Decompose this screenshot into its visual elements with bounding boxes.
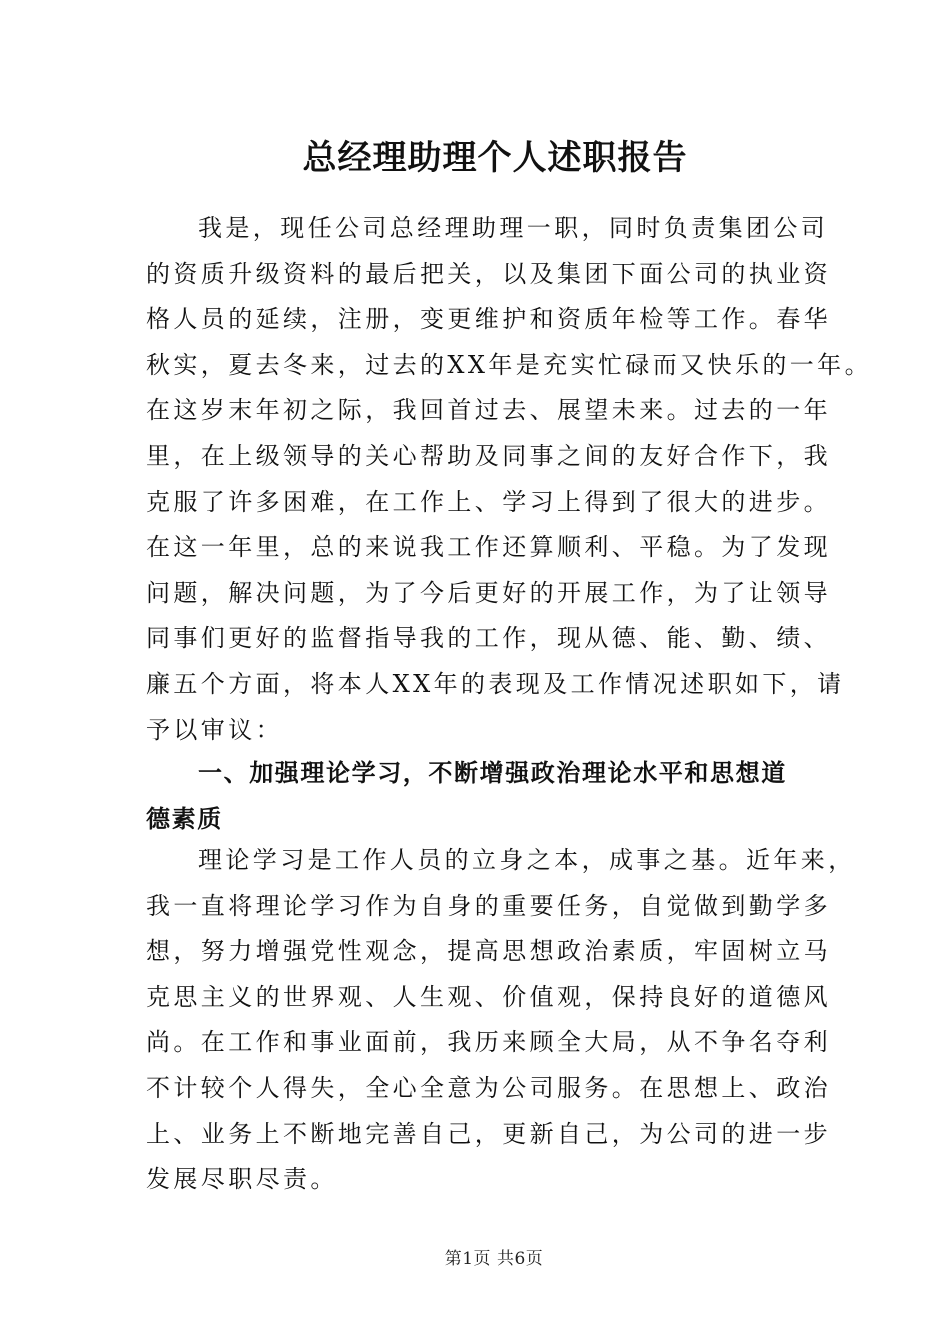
paragraph-line: 克服了许多困难，在工作上、学习上得到了很大的进步。 — [146, 487, 831, 516]
section-heading-line: 德素质 — [146, 804, 223, 833]
paragraph-line: 同事们更好的监督指导我的工作，现从德、能、勤、绩、 — [146, 624, 831, 653]
paragraph-line: 发展尽职尽责。 — [146, 1165, 338, 1194]
paragraph-line: 秋实，夏去冬来，过去的XX年是充实忙碌而又快乐的一年。 — [146, 350, 872, 379]
paragraph-line: 理论学习是工作人员的立身之本，成事之基。近年来， — [198, 846, 856, 874]
paragraph-line: 我一直将理论学习作为自身的重要任务，自觉做到勤学多 — [146, 891, 831, 920]
paragraph-line: 尚。在工作和事业面前，我历来顾全大局，从不争名夺利 — [146, 1028, 831, 1057]
paragraph-line: 格人员的延续，注册，变更维护和资质年检等工作。春华 — [146, 305, 831, 334]
section-heading-line: 一、加强理论学习，不断增强政治理论水平和思想道 — [198, 759, 787, 787]
paragraph-line: 克思主义的世界观、人生观、价值观，保持良好的道德风 — [146, 982, 831, 1011]
page-number-footer: 第1页 共6页 — [444, 1249, 544, 1269]
paragraph-line: 廉五个方面，将本人XX年的表现及工作情况述职如下，请 — [146, 669, 845, 698]
paragraph-line: 不计较个人得失，全心全意为公司服务。在思想上、政治 — [146, 1073, 831, 1102]
paragraph-line: 在这一年里，总的来说我工作还算顺利、平稳。为了发现 — [146, 533, 831, 562]
section-paragraph — [146, 838, 856, 1203]
paragraph-line: 想，努力增强党性观念，提高思想政治素质，牢固树立马 — [146, 937, 831, 966]
intro-paragraph — [146, 206, 872, 753]
section-heading — [146, 751, 826, 842]
paragraph-line: 上、业务上不断地完善自己，更新自己，为公司的进一步 — [146, 1119, 831, 1148]
paragraph-line: 予以审议： — [146, 715, 283, 744]
paragraph-line: 在这岁末年初之际，我回首过去、展望未来。过去的一年 — [146, 396, 831, 425]
paragraph-line: 的资质升级资料的最后把关，以及集团下面公司的执业资 — [146, 259, 831, 288]
document-title: 总经理助理个人述职报告 — [302, 138, 688, 178]
paragraph-line: 里，在上级领导的关心帮助及同事之间的友好合作下，我 — [146, 441, 831, 470]
paragraph-line: 问题，解决问题，为了今后更好的开展工作，为了让领导 — [146, 578, 831, 607]
paragraph-line: 我是，现任公司总经理助理一职，同时负责集团公司 — [198, 214, 829, 242]
